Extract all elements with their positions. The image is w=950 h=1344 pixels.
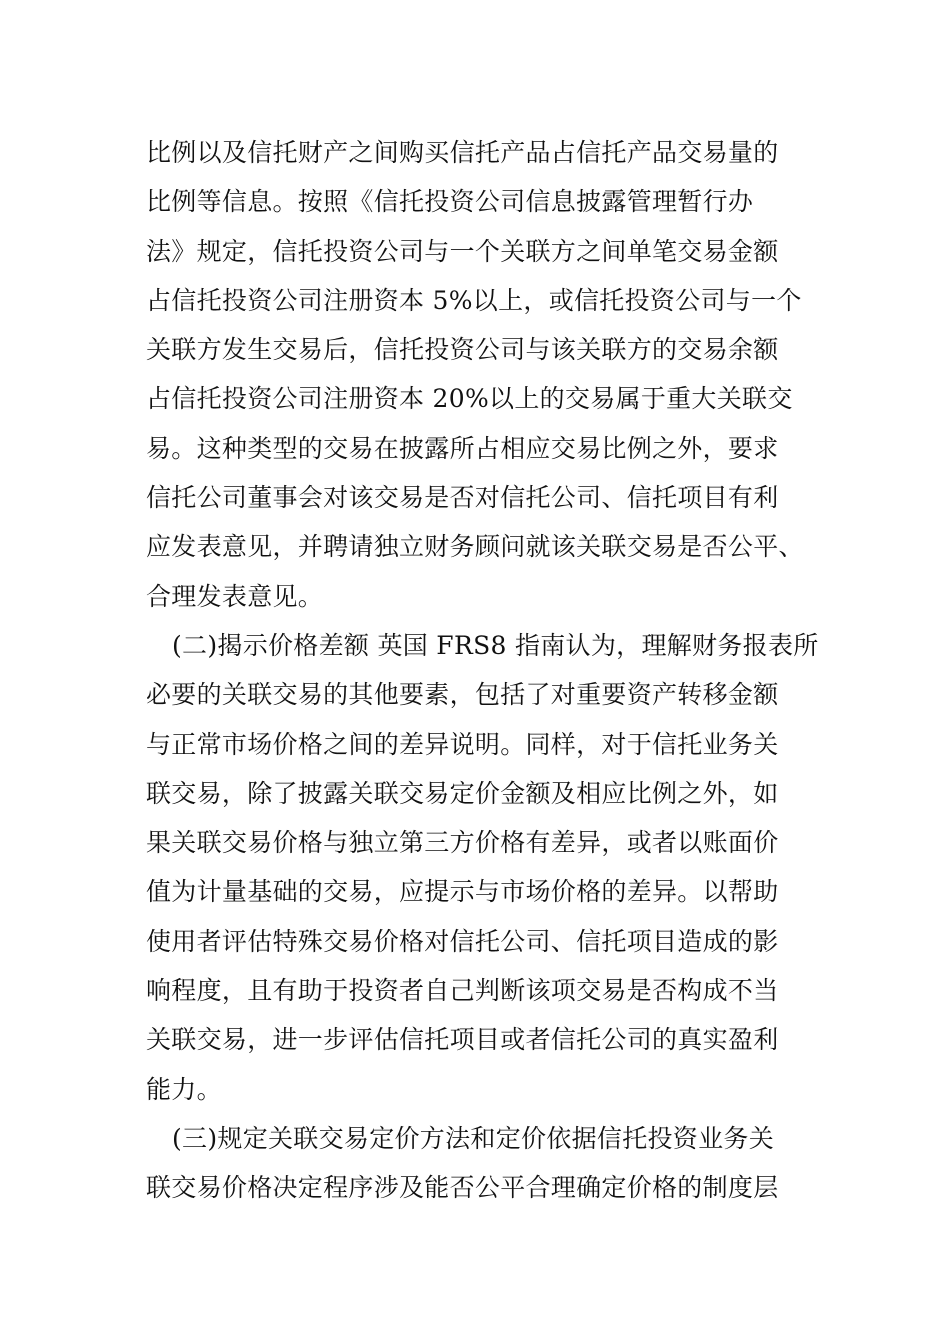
text-line: 能力。 [146, 1074, 222, 1104]
text-line: 响程度，且有助于投资者自己判断该项交易是否构成不当 [146, 976, 779, 1006]
text-line: 占信托投资公司注册资本 5%以上，或信托投资公司与一个 [146, 285, 802, 315]
section-heading-line: (二)揭示价格差额 英国 FRS8 指南认为，理解财务报表所 [172, 630, 819, 660]
text-line: 值为计量基础的交易，应提示与市场价格的差异。以帮助 [146, 877, 779, 907]
body-text [146, 128, 826, 1213]
text-line: 比例以及信托财产之间购买信托产品占信托产品交易量的 [146, 138, 779, 167]
text-line: 易。这种类型的交易在披露所占相应交易比例之外，要求 [146, 433, 779, 463]
text-line: 关联交易，进一步评估信托项目或者信托公司的真实盈利 [146, 1025, 779, 1055]
text-line: 信托公司董事会对该交易是否对信托公司、信托项目有利 [146, 483, 779, 513]
text-line: 使用者评估特殊交易价格对信托公司、信托项目造成的影 [146, 926, 779, 956]
text-line: 与正常市场价格之间的差异说明。同样，对于信托业务关 [146, 729, 779, 759]
text-line: 必要的关联交易的其他要素，包括了对重要资产转移金额 [146, 680, 779, 710]
text-line: 联交易价格决定程序涉及能否公平合理确定价格的制度层 [146, 1173, 779, 1203]
text-line: 合理发表意见。 [146, 581, 324, 611]
text-line: 比例等信息。按照《信托投资公司信息披露管理暂行办 [146, 187, 754, 217]
text-line: 关联方发生交易后，信托投资公司与该关联方的交易余额 [146, 335, 779, 365]
text-line: 应发表意见，并聘请独立财务顾问就该关联交易是否公平、 [146, 532, 804, 562]
text-line: 占信托投资公司注册资本 20%以上的交易属于重大关联交 [146, 384, 793, 414]
section-heading-line: (三)规定关联交易定价方法和定价依据信托投资业务关 [172, 1123, 775, 1153]
text-line: 联交易，除了披露关联交易定价金额及相应比例之外，如 [146, 778, 779, 808]
text-line: 法》规定，信托投资公司与一个关联方之间单笔交易金额 [146, 236, 779, 266]
text-line: 果关联交易价格与独立第三方价格有差异，或者以账面价 [146, 828, 779, 858]
